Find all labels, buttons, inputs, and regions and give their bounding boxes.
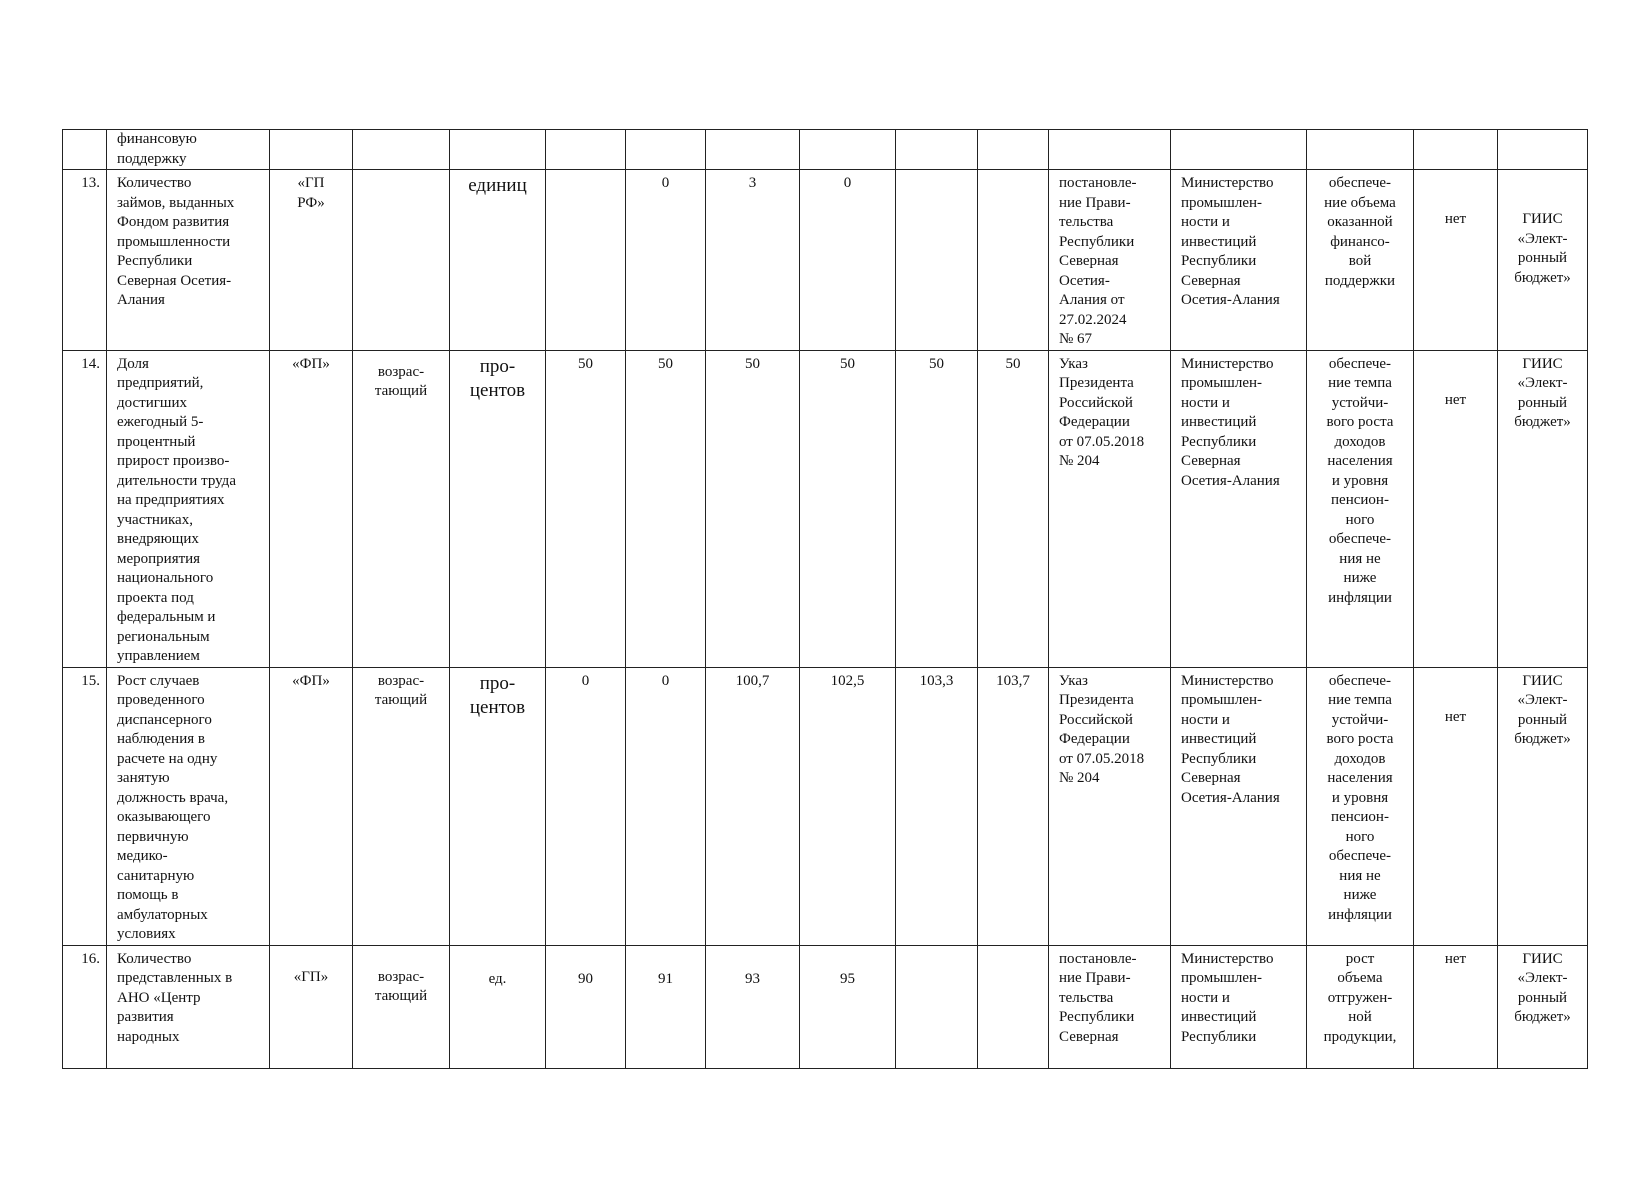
- row-number: 16.: [63, 945, 107, 1068]
- responsible-body: [1171, 945, 1307, 1068]
- indicator-trend: возрас- тающий: [353, 945, 450, 1068]
- table-row: [63, 170, 1588, 351]
- goal-link: [1307, 945, 1414, 1068]
- value-5: [896, 945, 978, 1068]
- basis-document: постановле- ние Прави- тельства Республики Северная Осетия- Алания от 27.02.2024 № 67: [1049, 170, 1171, 351]
- indicator-trend: возрас- тающий: [353, 667, 450, 945]
- info-system: ГИИС «Элект- ронный бюджет»: [1498, 667, 1588, 945]
- value-5: [896, 170, 978, 351]
- indicator-level: «ФП»: [270, 667, 353, 945]
- value-3: [706, 130, 800, 170]
- goal-link: [1307, 130, 1414, 170]
- indicator-name: Рост случаев проведенного диспансерного наблюдения в расчете на одну занятую должность врача, оказывающего первичную медико- санитарную помощь в амбулаторных условиях: [107, 667, 270, 945]
- responsible-body: Министерство промышлен- ности и инвестиций Республики Северная Осетия-Алания: [1171, 350, 1307, 667]
- basis-document-text: постановле- ние Прави- тельства Республики Северная: [1059, 950, 1137, 1044]
- indicator-level: [270, 130, 353, 170]
- gis-flag: нет: [1414, 945, 1498, 1068]
- indicator-trend: возрас- тающий: [353, 350, 450, 667]
- goal-link: обеспече- ние темпа устойчи- вого роста доходов населения и уровня пенсион- ного обеспече- ния не ниже инфляции: [1307, 350, 1414, 667]
- value-1: [546, 130, 626, 170]
- indicator-name-text: Количество представленных в АНО «Центр развития народных: [117, 950, 233, 1044]
- value-2: 91: [626, 945, 706, 1068]
- gis-flag: нет: [1414, 667, 1498, 945]
- info-system: ГИИС «Элект- ронный бюджет»: [1498, 170, 1588, 351]
- indicator-unit: про- центов: [450, 667, 546, 945]
- responsible-body: Министерство промышлен- ности и инвестиций Республики Северная Осетия-Алания: [1171, 170, 1307, 351]
- responsible-body: Министерство промышлен- ности и инвестиций Республики Северная Осетия-Алания: [1171, 667, 1307, 945]
- info-system: ГИИС «Элект- ронный бюджет»: [1498, 945, 1588, 1068]
- indicator-unit: [450, 130, 546, 170]
- value-3: 3: [706, 170, 800, 351]
- value-6: [978, 945, 1049, 1068]
- value-1: [546, 170, 626, 351]
- value-4: [800, 130, 896, 170]
- value-6: [978, 170, 1049, 351]
- basis-document: Указ Президента Российской Федерации от 07.05.2018 № 204: [1049, 667, 1171, 945]
- value-4: 50: [800, 350, 896, 667]
- value-4: 102,5: [800, 667, 896, 945]
- gis-flag: нет: [1414, 170, 1498, 351]
- goal-link-text: рост объема отгружен- ной продукции,: [1323, 950, 1397, 1044]
- table-row: [63, 350, 1588, 667]
- value-3: 50: [706, 350, 800, 667]
- indicator-level: «ГП РФ»: [270, 170, 353, 351]
- value-6: 103,7: [978, 667, 1049, 945]
- value-5: 50: [896, 350, 978, 667]
- row-number: 14.: [63, 350, 107, 667]
- value-4: 0: [800, 170, 896, 351]
- indicator-name: [107, 945, 270, 1068]
- goal-link: обеспече- ние объема оказанной финансо- вой поддержки: [1307, 170, 1414, 351]
- basis-document: Указ Президента Российской Федерации от 07.05.2018 № 204: [1049, 350, 1171, 667]
- indicator-unit: единиц: [450, 170, 546, 351]
- value-2: 0: [626, 170, 706, 351]
- basis-document: [1049, 945, 1171, 1068]
- value-1: 90: [546, 945, 626, 1068]
- value-4: 95: [800, 945, 896, 1068]
- info-system: [1498, 130, 1588, 170]
- indicator-name: Доля предприятий, достигших ежегодный 5- процентный прирост произво- дительности труда на предприятиях участниках, внедряющих мероприятия национального проекта под федеральным и региональным управлением: [107, 350, 270, 667]
- value-2: 0: [626, 667, 706, 945]
- indicator-trend: [353, 130, 450, 170]
- indicator-name: Количество займов, выданных Фондом развития промышленности Республики Северная Осетия- Алания: [107, 170, 270, 351]
- responsible-body-text: Министерство промышлен- ности и инвестиций Республики: [1181, 950, 1274, 1044]
- value-6: [978, 130, 1049, 170]
- value-6: 50: [978, 350, 1049, 667]
- indicator-unit: про- центов: [450, 350, 546, 667]
- value-5: [896, 130, 978, 170]
- indicator-level: «ФП»: [270, 350, 353, 667]
- indicators-table: [62, 129, 1588, 1069]
- value-1: 0: [546, 667, 626, 945]
- gis-flag: нет: [1414, 350, 1498, 667]
- indicator-name: [107, 130, 270, 170]
- value-3: 100,7: [706, 667, 800, 945]
- gis-flag: [1414, 130, 1498, 170]
- value-5: 103,3: [896, 667, 978, 945]
- info-system: ГИИС «Элект- ронный бюджет»: [1498, 350, 1588, 667]
- table-row: [63, 667, 1588, 945]
- value-1: 50: [546, 350, 626, 667]
- basis-document: [1049, 130, 1171, 170]
- value-2: [626, 130, 706, 170]
- responsible-body: [1171, 130, 1307, 170]
- table-row: [63, 130, 1588, 170]
- indicator-trend: [353, 170, 450, 351]
- goal-link: обеспече- ние темпа устойчи- вого роста доходов населения и уровня пенсион- ного обеспече- ния не ниже инфляции: [1307, 667, 1414, 945]
- row-number: 15.: [63, 667, 107, 945]
- row-number: [63, 130, 107, 170]
- indicator-unit: ед.: [450, 945, 546, 1068]
- value-3: 93: [706, 945, 800, 1068]
- row-number: 13.: [63, 170, 107, 351]
- table-row: [63, 945, 1588, 1068]
- value-2: 50: [626, 350, 706, 667]
- indicator-name-text: финансовую поддержку: [117, 131, 197, 167]
- indicator-level: «ГП»: [270, 945, 353, 1068]
